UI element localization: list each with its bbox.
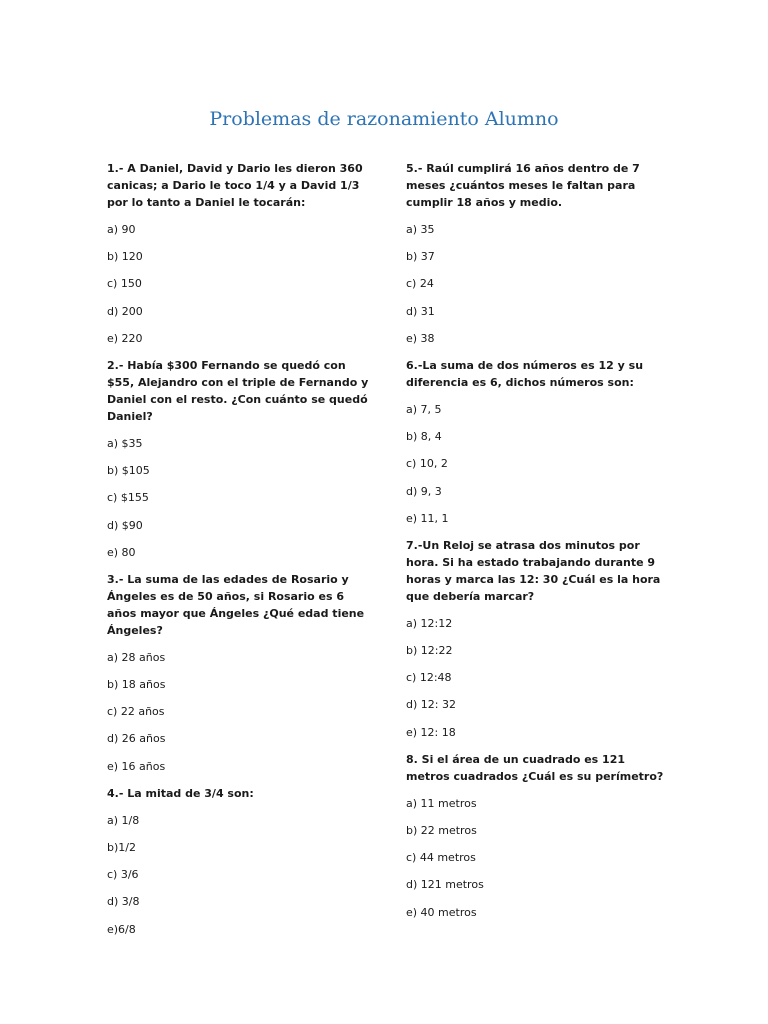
answer-option: e) 38: [406, 331, 435, 345]
answer-option: e) 12: 18: [406, 725, 456, 739]
question-text: 3.- La suma de las edades de Rosario y Ángeles es de 50 años, si Rosario es 6 años mayor que Ángeles ¿Qué edad tiene Ángeles?: [107, 572, 365, 637]
answer-option: b) 12:22: [406, 644, 453, 658]
answer-option: e) 40 metros: [406, 905, 477, 919]
question-3: [107, 571, 369, 775]
answer-option: b) 37: [406, 250, 435, 264]
answer-option: e)6/8: [107, 922, 136, 936]
answer-option: d) 12: 32: [406, 698, 456, 712]
answer-option: c) 12:48: [406, 671, 452, 685]
question-4: [107, 785, 369, 938]
question-2: [107, 357, 369, 561]
question-text: 8. Si el área de un cuadrado es 121 metros cuadrados ¿Cuál es su perímetro?: [406, 752, 664, 783]
answer-option: b)1/2: [107, 841, 136, 854]
question-text: 4.- La mitad de 3/4 son:: [107, 786, 254, 800]
question-text: 7.-Un Reloj se atrasa dos minutos por hora. Si ha estado trabajando durante 9 horas y marca las 12: 30 ¿Cuál es la hora que debería marcar?: [406, 538, 661, 603]
answer-option: c) 150: [107, 277, 142, 291]
answer-option: e) 11, 1: [406, 511, 449, 525]
answer-option: c) 22 años: [107, 705, 165, 719]
page-title: Problemas de razonamiento Alumno: [209, 108, 559, 130]
answer-option: a) 7, 5: [406, 402, 442, 416]
answer-option: d) $90: [107, 518, 143, 532]
answer-option: e) 16 años: [107, 759, 166, 773]
answer-option: d) 31: [406, 304, 435, 318]
answer-option: a) 28 años: [107, 650, 166, 664]
question-text: 6.-La suma de dos números es 12 y su diferencia es 6, dichos números son:: [406, 358, 644, 389]
answer-option: c) 24: [406, 277, 434, 291]
answer-option: b) 22 metros: [406, 824, 477, 837]
answer-option: a) 1/8: [107, 813, 140, 827]
answer-option: b) $105: [107, 464, 150, 478]
answer-option: a) 90: [107, 223, 136, 236]
answer-option: c) 44 metros: [406, 851, 476, 865]
answer-option: b) 18 años: [107, 678, 166, 692]
question-text: 2.- Había $300 Fernando se quedó con $55, Alejandro con el triple de Fernando y Daniel con el resto. ¿Con cuánto se quedó Daniel?: [107, 358, 369, 423]
question-text: 5.- Raúl cumplirá 16 años dentro de 7 meses ¿cuántos meses le faltan para cumplir 18 años y medio.: [406, 162, 640, 209]
answer-option: d) 200: [107, 304, 143, 318]
answer-option: b) 120: [107, 250, 143, 264]
answer-option: e) 220: [107, 331, 143, 345]
answer-option: a) 12:12: [406, 616, 453, 630]
question-text: 1.- A Daniel, David y Dario les dieron 360 canicas; a Dario le toco 1/4 y a David 1/3 por lo tanto a Daniel le tocarán:: [107, 162, 363, 209]
answer-option: a) 35: [406, 223, 435, 236]
answer-option: d) 9, 3: [406, 484, 442, 498]
question-7: [406, 537, 668, 741]
question-6: [406, 357, 668, 527]
answer-option: d) 26 años: [107, 732, 166, 746]
question-5: [406, 160, 668, 347]
answer-option: b) 8, 4: [406, 430, 442, 444]
answer-option: c) 10, 2: [406, 457, 448, 471]
answer-option: d) 3/8: [107, 895, 140, 909]
left-column: [107, 160, 369, 948]
answer-option: d) 121 metros: [406, 878, 484, 892]
question-8: [406, 751, 668, 921]
question-1: [107, 160, 369, 347]
right-column: [406, 160, 668, 931]
answer-option: a) 11 metros: [406, 796, 477, 810]
answer-option: c) 3/6: [107, 868, 139, 882]
answer-option: c) $155: [107, 491, 149, 505]
answer-option: e) 80: [107, 545, 136, 559]
answer-option: a) $35: [107, 436, 143, 450]
